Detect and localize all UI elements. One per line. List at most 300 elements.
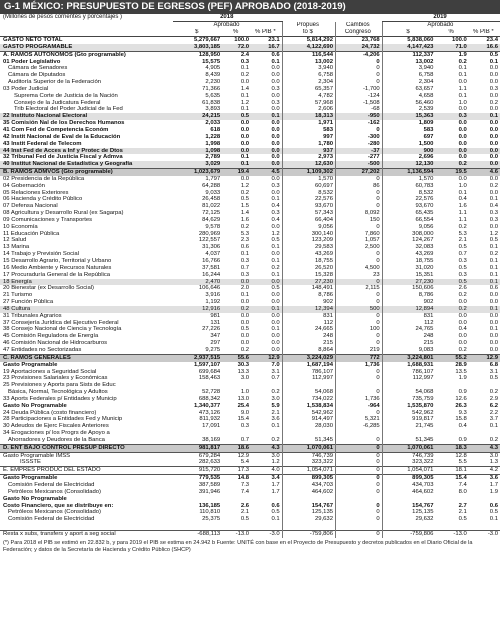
row-value: 15,363 (382, 113, 435, 120)
row-label: Gasto Programable (3, 361, 58, 368)
row-value: 0.0 (458, 312, 467, 319)
row-value: 1.9 (489, 488, 498, 495)
row-value: 3.0 (271, 395, 280, 402)
row-value: 0.1 (240, 292, 250, 299)
row-value: 16.6 (469, 44, 500, 51)
row-value: 0.0 (271, 126, 280, 133)
row-value (336, 430, 383, 437)
row-value: 2.1 (458, 237, 467, 244)
table-row (0, 410, 500, 417)
row-value: 1,971 (282, 120, 335, 127)
row-value: -3.0 (469, 530, 500, 537)
table-row (0, 141, 500, 148)
row-value: 779,535 (173, 475, 222, 482)
row-value: 112,337 (382, 51, 435, 58)
row-value: 0.4 (271, 203, 280, 210)
table-row (0, 482, 500, 489)
row-value: 0.2 (489, 436, 498, 443)
row-value: 0.0 (489, 65, 498, 72)
row-value: 0.0 (458, 340, 467, 347)
row-value: 0.5 (435, 279, 468, 286)
row-value: 5,838,060 (382, 37, 435, 44)
row-label: Gasto Programable (0, 475, 173, 482)
row-value: -759,806 (382, 530, 435, 537)
row-value: 0 (336, 444, 383, 452)
row-value: 0.0 (240, 133, 250, 140)
row-value: 52,728 (202, 389, 221, 396)
table-row (0, 251, 500, 258)
row-value: 0.4 (271, 216, 280, 223)
row-value: 282,633 (198, 459, 221, 466)
row-label: 16 Medio Ambiente y Recursos Naturales (3, 264, 112, 271)
table-row (0, 272, 500, 279)
row-value: 0 (336, 176, 383, 183)
row-value: 72,125 (202, 210, 221, 217)
row-value: 29,632 (282, 516, 335, 523)
row-label: 08 Agricultura y Desarrollo Rural (ex Sagarpa) (3, 210, 124, 217)
row-label: 37 Consejería Jurídica del Ejecutivo Federal (3, 319, 119, 326)
row-value: 1,688,931 (382, 362, 435, 369)
table-row (0, 396, 500, 403)
row-value: 9,033 (205, 189, 221, 196)
row-label: Gasto No Programable (3, 495, 67, 502)
row-value: 0.1 (240, 92, 250, 99)
row-value: 2,973 (282, 154, 335, 161)
row-value: 0.1 (271, 423, 280, 430)
row-value: 12.9 (222, 452, 251, 459)
row-value: 100 (336, 326, 383, 333)
table-row (0, 86, 500, 93)
row-value: 0.0 (458, 154, 467, 161)
row-value: 0.0 (271, 189, 280, 196)
row-value: 1.1 (458, 85, 467, 92)
row-value: 2,230 (205, 79, 221, 86)
row-value: 0.0 (240, 79, 250, 86)
row-value: 8,532 (382, 190, 435, 197)
row-value: 23.1 (268, 37, 280, 43)
row-value (173, 523, 222, 530)
row-value: 0.1 (489, 264, 498, 271)
row-value: 0.0 (251, 148, 282, 155)
row-label: 31 Tribunales Agrarios (3, 312, 62, 319)
row-value: 0.0 (489, 154, 498, 161)
row-value: 2,696 (382, 154, 435, 161)
row-value: 1.2 (240, 99, 250, 106)
row-value: 2,470 (173, 279, 222, 286)
row-value: 2,937,515 (173, 354, 222, 361)
table-row (0, 93, 500, 100)
row-value: 4.3 (469, 444, 500, 452)
row-value: 24,732 (336, 44, 383, 51)
row-value: 8,864 (282, 347, 335, 354)
row-value: 0.1 (240, 251, 250, 258)
row-value: 0.3 (240, 423, 250, 430)
row-value: 2.9 (489, 395, 498, 402)
row-value: 22,576 (282, 196, 335, 203)
col-propuesto: to $ (282, 29, 335, 37)
row-value: 0.3 (271, 85, 280, 92)
table-row (0, 44, 500, 51)
row-value: 0.0 (240, 333, 250, 340)
row-value: 811,932 (199, 416, 221, 423)
row-value: 124,267 (382, 237, 435, 244)
row-value: 0.1 (458, 65, 467, 72)
row-value: -1,700 (336, 86, 383, 93)
row-label: Comisión Federal de Electricidad (8, 482, 95, 488)
row-value (282, 496, 335, 503)
row-value: 6.8 (489, 361, 498, 368)
row-value: 0.5 (458, 264, 467, 271)
row-value: 0.0 (222, 148, 251, 155)
row-value: 122,557 (198, 237, 221, 244)
row-value: 900 (382, 148, 435, 155)
row-value: 43,269 (382, 251, 435, 258)
row-value: 0.5 (222, 113, 251, 120)
table-row (0, 452, 500, 459)
aprobado-2018-header: Aprobado (213, 22, 240, 28)
row-value: 9,083 (382, 347, 435, 354)
row-label: 35 Comisión Nal de los Derechos Humanos (3, 120, 125, 127)
row-value: 17,091 (202, 423, 221, 430)
row-label: 20 Bienestar (ex Desarrollo Social) (3, 285, 95, 292)
row-value: 9,056 (282, 224, 335, 231)
row-value: 0.1 (489, 326, 498, 333)
table-row (0, 516, 500, 523)
row-value: 125,135 (382, 509, 435, 516)
row-value: 0.0 (271, 333, 280, 340)
row-label: 46 Comisión Nacional de Hidrocarburos (3, 340, 108, 347)
row-value: 0 (336, 503, 383, 510)
row-value: 0.9 (458, 389, 467, 396)
row-value: 500 (336, 306, 383, 313)
row-value: 0.0 (271, 319, 280, 326)
row-value: 125,135 (282, 509, 335, 516)
row-value: 1,687,194 (282, 362, 335, 369)
row-value: 0.3 (489, 85, 498, 92)
row-value: 0.1 (240, 154, 250, 161)
row-value: 55.6 (222, 354, 251, 361)
propuesto-header: Propues (282, 22, 335, 30)
table-title: G-1 MÉXICO: PRESUPUESTO DE EGRESOS (PEF) APROBADO (2018-2019) (0, 0, 500, 14)
row-label: 19 Aportaciones a Seguridad Social (3, 368, 97, 375)
table-row (0, 354, 500, 361)
row-value (282, 523, 335, 530)
row-value: 12,916 (173, 306, 222, 313)
row-value: 0.3 (240, 58, 250, 65)
row-value: 0.9 (458, 436, 467, 443)
row-value (336, 496, 383, 503)
table-row (0, 183, 500, 190)
row-value: 0.0 (489, 346, 498, 353)
row-value: 12,394 (282, 306, 335, 313)
row-value: 0 (336, 203, 383, 210)
row-value: 27,202 (336, 169, 383, 176)
row-value: 1.7 (271, 482, 280, 488)
row-value: 7,860 (336, 231, 383, 238)
row-value: 0.1 (271, 244, 280, 251)
row-value: 8,532 (282, 190, 335, 197)
row-label: Gasto Programable IMSS (0, 452, 173, 459)
row-value: 0 (336, 452, 383, 459)
row-value: 0.1 (251, 113, 282, 120)
row-value: 0 (336, 375, 383, 382)
row-value: 0.0 (240, 140, 250, 147)
row-value: 18.1 (435, 467, 468, 475)
row-value (435, 496, 468, 503)
row-value: 0 (336, 258, 383, 265)
row-value (382, 523, 435, 530)
row-value: 0.2 (240, 189, 250, 196)
row-value: 71.0 (435, 44, 468, 51)
row-label: D. ENT BAJO CONTROL PRESUP DIRECTO (0, 444, 173, 452)
row-value: 0.1 (489, 423, 498, 430)
row-value: 0.0 (458, 319, 467, 326)
table-row (0, 217, 500, 224)
row-value: 746,739 (382, 452, 435, 459)
col-pct-2019: % (448, 29, 454, 35)
row-value: 308,000 (382, 231, 435, 238)
row-value: 2,304 (382, 79, 435, 86)
row-value: 915,720 (173, 467, 222, 475)
row-label: 15 Desarrollo Agrario, Territorial y Urbano (3, 258, 112, 264)
table-row (0, 509, 500, 516)
row-value: 1.6 (458, 203, 467, 210)
row-value: 0.1 (458, 72, 467, 79)
row-value: 2.3 (240, 237, 250, 244)
row-value: 0.4 (458, 326, 467, 333)
row-value: 0.2 (271, 436, 280, 443)
table-row (0, 51, 500, 58)
table-row (0, 210, 500, 217)
row-value: 0.0 (251, 161, 282, 168)
row-value (382, 430, 435, 437)
row-value: 0.0 (458, 299, 467, 306)
row-value: 280,969 (198, 230, 221, 237)
row-value: 4,782 (282, 93, 335, 100)
row-value: 16,244 (202, 271, 221, 278)
row-value: 1,192 (205, 299, 221, 306)
row-value: 0.1 (271, 196, 280, 203)
row-value: 0.0 (458, 126, 467, 133)
row-value: 0.3 (271, 182, 280, 189)
row-value: 679,284 (173, 452, 222, 459)
row-label: 45 Comisión Reguladora de Energía (3, 333, 99, 340)
row-value: 0.0 (458, 175, 467, 182)
row-value: 3.4 (251, 475, 282, 482)
table-row (0, 279, 500, 286)
row-value: 0.0 (458, 333, 467, 340)
row-value: 0 (336, 251, 383, 258)
row-value: 19.5 (435, 169, 468, 176)
row-value: 93,670 (282, 203, 335, 210)
row-value: 0.1 (489, 58, 498, 65)
row-label: Ahorradores y Deudores de la Banca (8, 436, 105, 443)
row-label: Trib Electoral del Poder Judicial de la Fed (14, 106, 123, 113)
row-value: 391,946 (198, 488, 221, 495)
row-value: 2.1 (271, 409, 280, 416)
row-value: 1.0 (458, 182, 467, 189)
row-value: 1.1 (458, 216, 467, 223)
row-value: 0.0 (489, 312, 498, 319)
row-label: Petróleos Mexicanos (Consolidado) (8, 509, 101, 516)
col-pib-2018: % PIB * (255, 29, 276, 35)
table-row (0, 72, 500, 79)
row-value: 24,215 (173, 113, 222, 120)
row-value: -759,806 (282, 530, 335, 537)
row-value: 0.0 (489, 106, 498, 113)
col-pct-2018: % (232, 29, 239, 35)
row-value: 0.5 (271, 285, 280, 292)
row-value: 30.3 (237, 361, 250, 368)
table-row (0, 523, 500, 530)
row-value: 1,736 (336, 396, 383, 403)
row-value: 15,328 (282, 272, 335, 279)
row-value: 5,279,667 (193, 37, 221, 43)
row-value: 15.4 (237, 416, 250, 423)
table-row (0, 423, 500, 430)
row-label: 05 Relaciones Exteriores (3, 189, 69, 196)
row-value: 0.0 (489, 319, 498, 326)
table-row (0, 169, 500, 176)
row-value: 18.6 (222, 444, 251, 452)
row-value: -13.0 (222, 530, 251, 537)
row-value: 300,140 (282, 231, 335, 238)
row-value: 0.5 (271, 509, 280, 516)
row-value: 112 (282, 320, 335, 327)
row-value: 583 (382, 127, 435, 134)
row-value: 150 (336, 217, 383, 224)
row-value (173, 382, 222, 389)
row-value: 0.0 (489, 79, 498, 86)
row-value: 93,670 (382, 203, 435, 210)
row-value: 66,554 (382, 217, 435, 224)
row-value: 387,589 (198, 482, 221, 488)
row-value: 29,583 (282, 244, 335, 251)
row-value: 2,789 (205, 154, 221, 161)
table-row (0, 320, 500, 327)
row-value: 2.4 (222, 51, 251, 58)
row-value: 347 (210, 333, 221, 340)
row-value: 3.7 (489, 416, 498, 423)
row-value: 902 (282, 299, 335, 306)
row-value: 4,037 (205, 251, 221, 258)
row-value: 0.0 (489, 223, 498, 230)
row-value: 2.6 (458, 285, 467, 292)
row-value: 57,968 (282, 100, 335, 107)
table-row (0, 113, 500, 120)
row-value: 2,304 (282, 79, 335, 86)
row-value: 0.4 (458, 423, 467, 430)
row-value: 0.6 (251, 51, 282, 58)
row-value: 0.0 (271, 133, 280, 140)
row-value: 0 (336, 467, 383, 475)
table-row (0, 326, 500, 333)
row-value: 0.0 (271, 92, 280, 99)
row-value: -688,113 (173, 530, 222, 537)
table-row (0, 403, 500, 410)
row-value: 4.0 (251, 467, 282, 475)
row-value: 0.7 (458, 251, 467, 258)
table-row (0, 333, 500, 340)
row-value (469, 430, 500, 437)
row-value: 27,230 (382, 279, 435, 286)
row-value: -964 (336, 403, 383, 410)
row-value: 831 (282, 313, 335, 320)
row-value: 0.1 (489, 271, 498, 278)
row-value: 0.0 (271, 251, 280, 258)
row-value: 2,033 (205, 120, 221, 127)
row-value (435, 430, 468, 437)
row-value: 65,435 (382, 210, 435, 217)
row-label: 42 Instit Nacional de Eval de la Educación (3, 133, 121, 140)
row-value: 12,894 (382, 306, 435, 313)
row-value: 981,817 (173, 444, 222, 452)
row-value: 0.1 (271, 326, 280, 333)
table-row (0, 224, 500, 231)
row-value: 14.8 (222, 475, 251, 482)
row-value: 60,783 (382, 183, 435, 190)
row-value: 12,630 (282, 161, 335, 168)
row-value: 0.0 (251, 279, 282, 286)
table-row (0, 467, 500, 475)
row-value: 0.2 (240, 346, 250, 353)
row-label: GASTO NETO TOTAL (3, 37, 63, 43)
row-value: 7.0 (271, 361, 280, 368)
row-label: 40 Institut Nacional de Estadística y Geografía (0, 161, 173, 168)
row-value: 1.9 (458, 375, 467, 382)
row-value: 0.1 (469, 306, 500, 313)
row-value: 0.1 (469, 279, 500, 286)
row-value: 1,228 (205, 133, 221, 140)
row-value: 0 (336, 369, 383, 376)
row-value: 8,786 (282, 292, 335, 299)
row-value: -162 (336, 120, 383, 127)
row-value: 28.9 (455, 361, 467, 368)
row-value: 831 (382, 313, 435, 320)
row-value: 0 (336, 340, 383, 347)
row-label: 02 Presidencia de la República (3, 175, 85, 182)
row-value (435, 382, 468, 389)
row-value: 131 (210, 319, 221, 326)
row-value: 219 (336, 347, 383, 354)
row-value: 0.1 (251, 306, 282, 313)
row-label: 25 Previsiones y Aports para Sists de Educ (3, 382, 116, 389)
row-value: 434,703 (282, 482, 335, 489)
row-value: 0.0 (240, 299, 250, 306)
row-value: 0.2 (435, 306, 468, 313)
row-value: 51,345 (282, 437, 335, 444)
col-pesos-2018: $ (195, 29, 199, 35)
row-value: 1,570 (282, 176, 335, 183)
row-label: ISSSTE (20, 459, 41, 466)
row-label: 43 Instit Federal de Telecom (3, 140, 82, 147)
row-value: 4,658 (382, 93, 435, 100)
row-value: 772 (336, 354, 383, 361)
row-value: 5.5 (458, 459, 467, 466)
row-label: B. RAMOS ADMVOS (Gto programable) (0, 169, 173, 176)
row-value: -277 (336, 154, 383, 161)
table-row (0, 79, 500, 86)
row-value: 0.5 (458, 244, 467, 251)
row-value: 23,768 (336, 37, 383, 44)
table-row (0, 382, 500, 389)
row-label: E. EMPRES PRODUC DEL ESTADO (0, 467, 173, 475)
row-value: 1.7 (489, 482, 498, 488)
row-label: 22 Instituto Nacional Electoral (0, 113, 173, 120)
row-value: 7.4 (458, 482, 467, 488)
row-value: 37,581 (202, 264, 221, 271)
row-value: 0.0 (271, 65, 280, 72)
